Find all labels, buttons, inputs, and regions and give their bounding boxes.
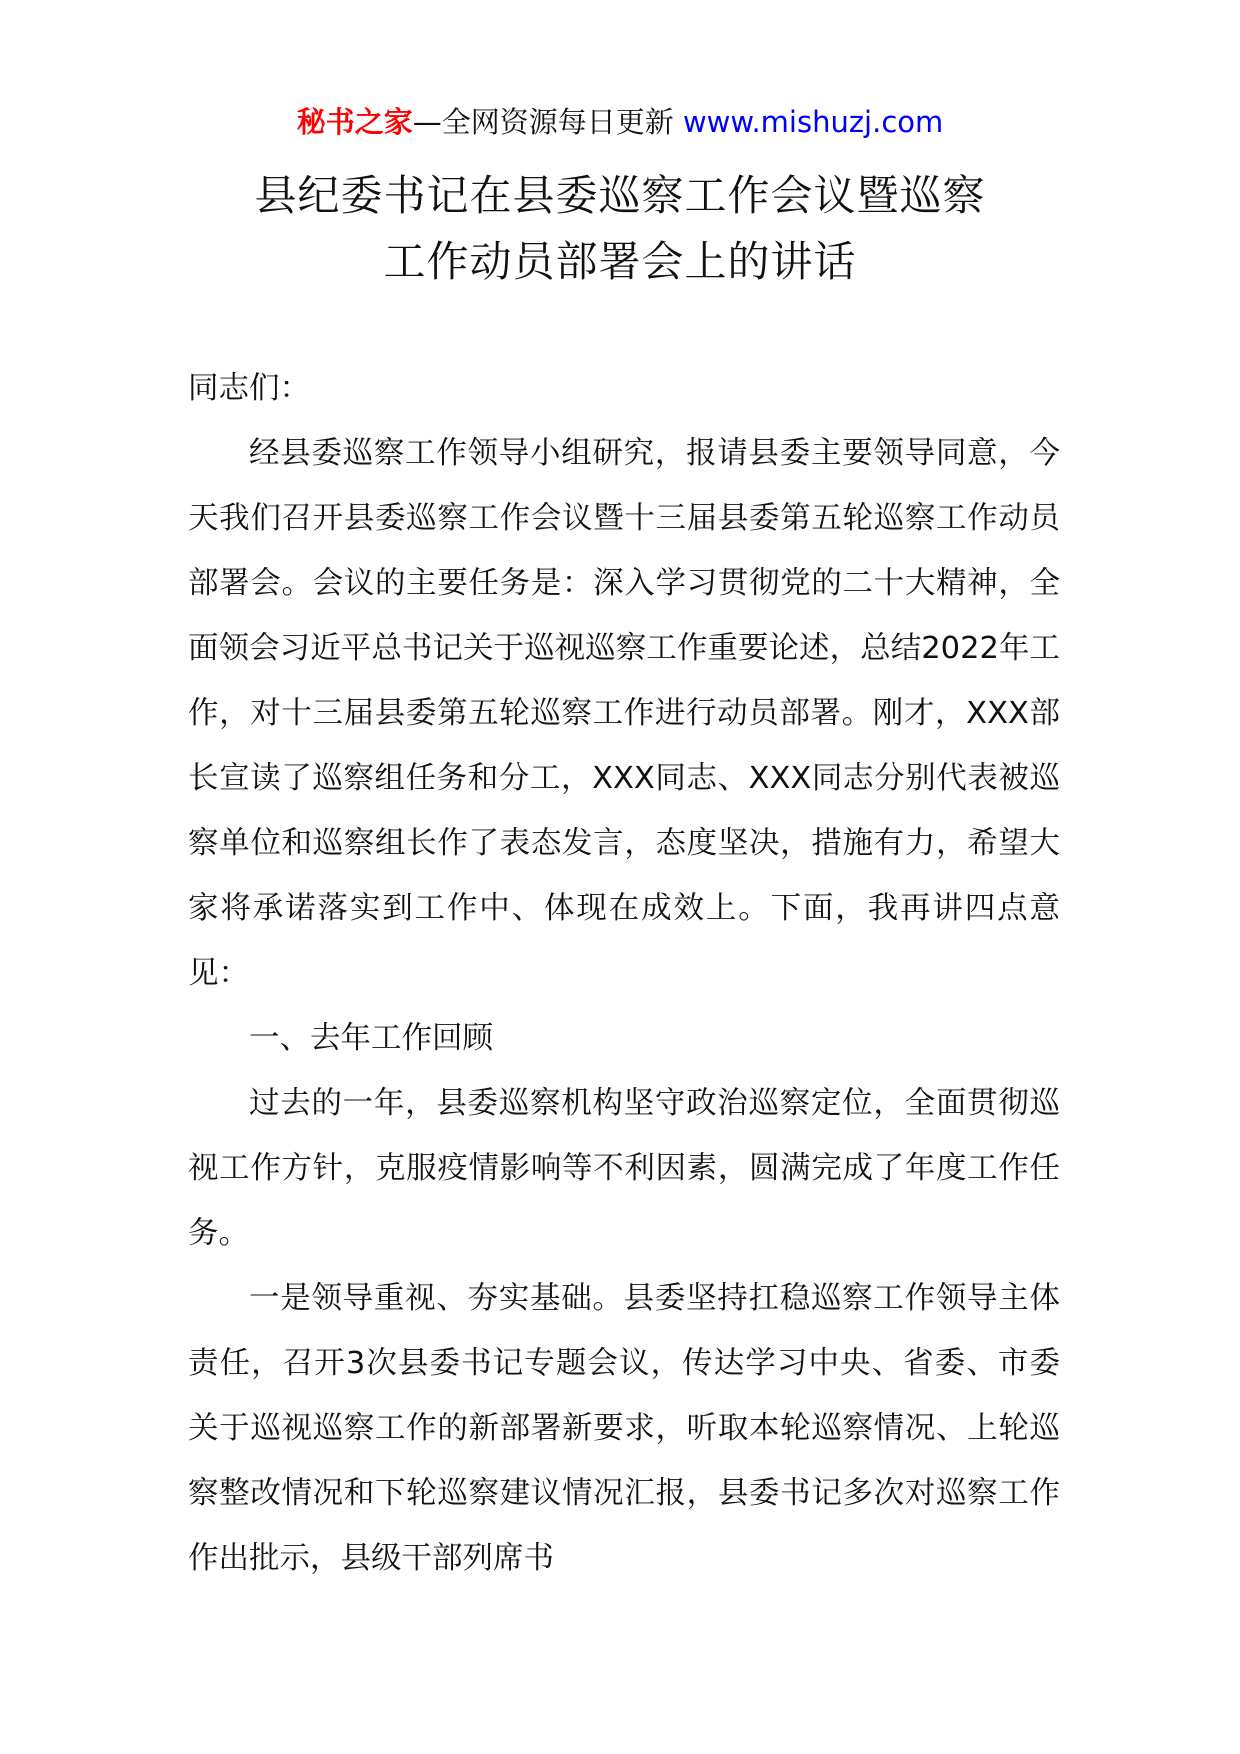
paragraph-review: 过去的一年，县委巡察机构坚守政治巡察定位，全面贯彻巡视工作方针，克服疫情影响等不利因素，圆满完成了年度工作任务。 (188, 1086, 1060, 1251)
header-tagline: —全网资源每日更新 (412, 105, 683, 139)
section-heading-1: 一、去年工作回顾 (249, 1021, 493, 1056)
site-url-link[interactable]: www.mishuzj.com (682, 105, 944, 139)
document-title (0, 163, 1240, 295)
document-body (188, 356, 1060, 1591)
title-line-2: 工作动员部署会上的讲话 (383, 237, 857, 286)
watermark-header (0, 102, 1240, 142)
brand-name: 秘书之家 (296, 105, 413, 139)
paragraph-point-1: 一是领导重视、夯实基础。县委坚持扛稳巡察工作领导主体责任，召开3次县委书记专题会议，传达学习中央、省委、市委关于巡视巡察工作的新部署新要求，听取本轮巡察情况、上轮巡察整改情况和下轮巡察建议情况汇报，县委书记多次对巡察工作作出批示，县级干部列席书 (188, 1281, 1060, 1576)
salutation: 同志们： (188, 371, 310, 406)
paragraph-intro: 经县委巡察工作领导小组研究，报请县委主要领导同意，今天我们召开县委巡察工作会议暨十三届县委第五轮巡察工作动员部署会。会议的主要任务是：深入学习贯彻党的二十大精神，全面领会习近平总书记关于巡视巡察工作重要论述，总结2022年工作，对十三届县委第五轮巡察工作进行动员部署。刚才，XXX部长宣读了巡察组任务和分工，XXX同志、XXX同志分别代表被巡察单位和巡察组长作了表态发言，态度坚决，措施有力，希望大家将承诺落实到工作中、体现在成效上。下面，我再讲四点意见： (188, 436, 1060, 991)
title-line-1: 县纪委书记在县委巡察工作会议暨巡察 (254, 171, 986, 220)
